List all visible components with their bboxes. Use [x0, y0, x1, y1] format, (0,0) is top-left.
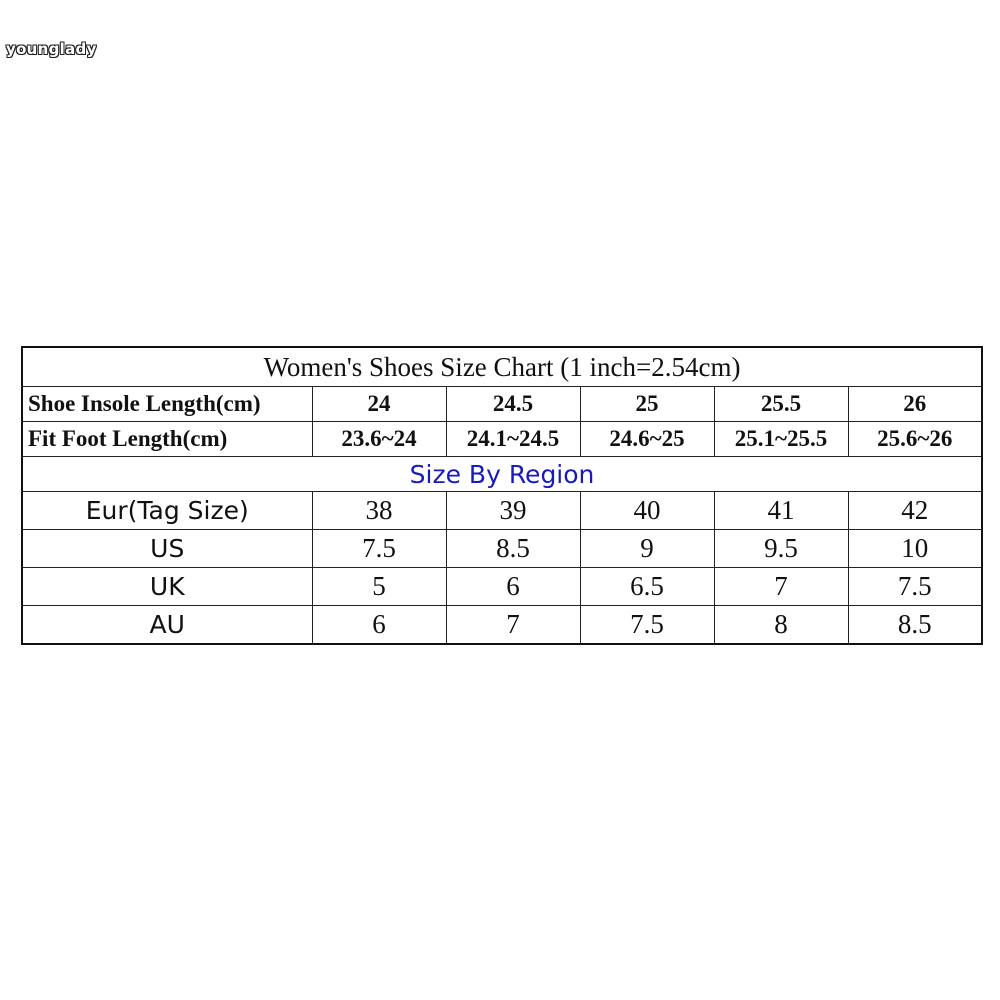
fit-foot-length-cell: 25.6~26 — [848, 422, 982, 457]
region-label: AU — [22, 606, 312, 645]
size-cell: 7.5 — [848, 568, 982, 606]
fit-foot-length-row — [22, 422, 982, 457]
size-cell: 8 — [714, 606, 848, 645]
size-cell: 42 — [848, 492, 982, 530]
region-label: Eur(Tag Size) — [22, 492, 312, 530]
size-cell: 38 — [312, 492, 446, 530]
size-cell: 40 — [580, 492, 714, 530]
size-cell: 6 — [312, 606, 446, 645]
insole-length-cell: 25.5 — [714, 387, 848, 422]
size-cell: 41 — [714, 492, 848, 530]
fit-foot-length-cell: 25.1~25.5 — [714, 422, 848, 457]
size-cell: 10 — [848, 530, 982, 568]
insole-length-cell: 24 — [312, 387, 446, 422]
size-cell: 7.5 — [580, 606, 714, 645]
size-cell: 39 — [446, 492, 580, 530]
region-row-us — [22, 530, 982, 568]
region-label: UK — [22, 568, 312, 606]
region-row-eur — [22, 492, 982, 530]
region-row-uk — [22, 568, 982, 606]
insole-length-cell: 25 — [580, 387, 714, 422]
size-cell: 8.5 — [848, 606, 982, 645]
region-label: US — [22, 530, 312, 568]
size-cell: 7.5 — [312, 530, 446, 568]
size-cell: 8.5 — [446, 530, 580, 568]
size-cell: 6 — [446, 568, 580, 606]
title-row — [22, 347, 982, 387]
fit-foot-length-cell: 24.1~24.5 — [446, 422, 580, 457]
size-cell: 9 — [580, 530, 714, 568]
insole-length-cell: 24.5 — [446, 387, 580, 422]
size-cell: 7 — [446, 606, 580, 645]
size-chart-table — [21, 346, 983, 645]
size-cell: 6.5 — [580, 568, 714, 606]
insole-length-cell: 26 — [848, 387, 982, 422]
size-cell: 5 — [312, 568, 446, 606]
watermark-logo: younglady — [6, 40, 97, 58]
chart-title: Women's Shoes Size Chart (1 inch=2.54cm) — [22, 347, 982, 387]
fit-foot-length-cell: 24.6~25 — [580, 422, 714, 457]
insole-length-row — [22, 387, 982, 422]
size-cell: 7 — [714, 568, 848, 606]
insole-length-label: Shoe Insole Length(cm) — [22, 387, 312, 422]
region-heading: Size By Region — [22, 457, 982, 492]
fit-foot-length-cell: 23.6~24 — [312, 422, 446, 457]
size-cell: 9.5 — [714, 530, 848, 568]
region-heading-row — [22, 457, 982, 492]
region-row-au — [22, 606, 982, 645]
fit-foot-length-label: Fit Foot Length(cm) — [22, 422, 312, 457]
